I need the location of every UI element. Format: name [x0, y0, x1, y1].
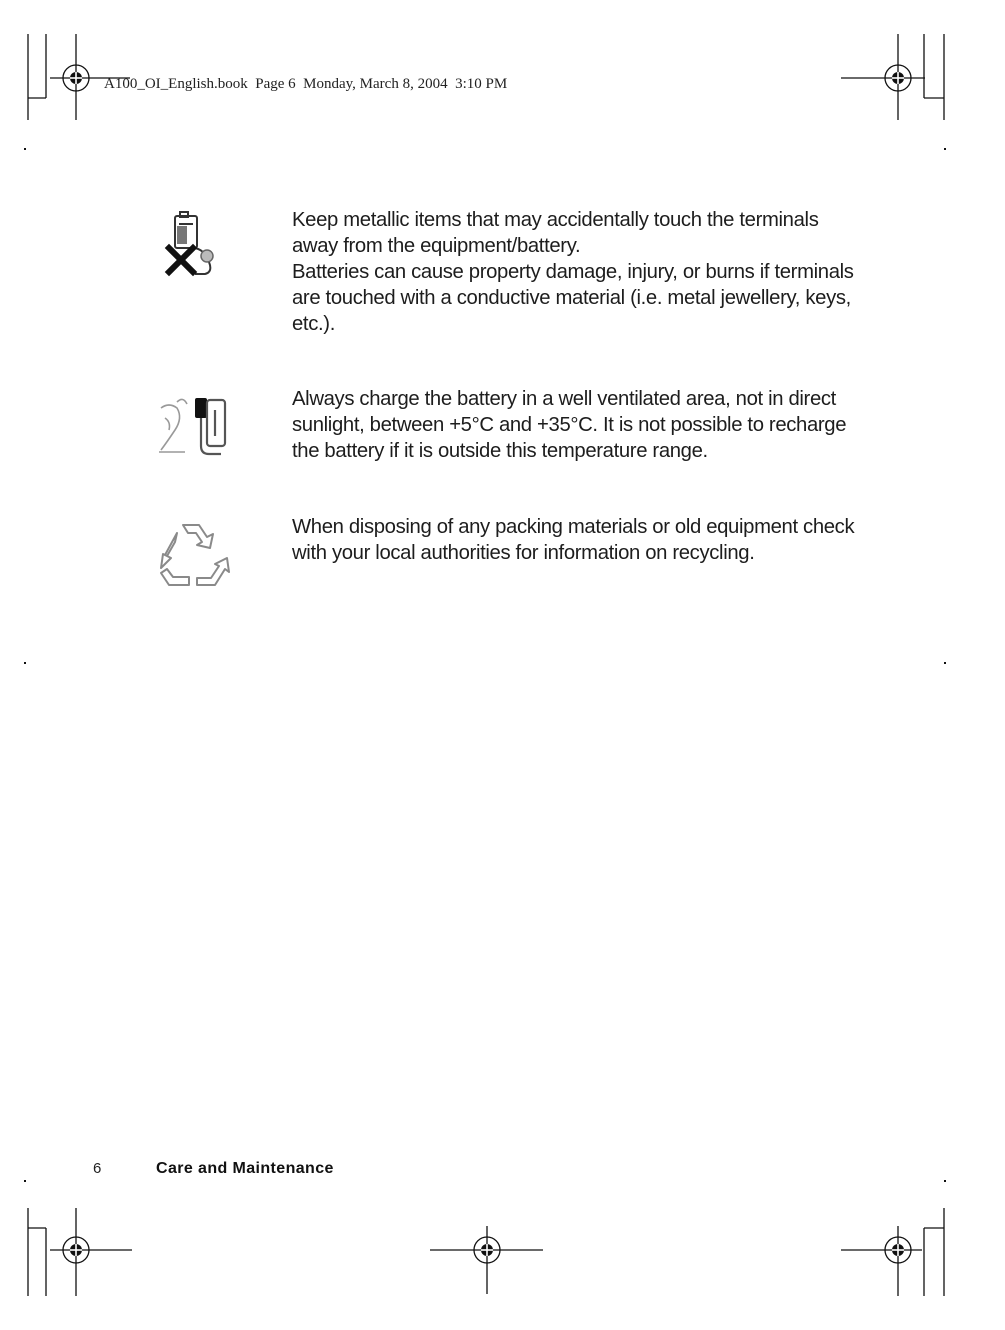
battery-no-metal-icon [155, 208, 235, 288]
recycling-instructions [292, 514, 862, 566]
metal-items-warning [292, 207, 862, 337]
page-number: 6 [93, 1160, 102, 1177]
paragraph-line: When disposing of any packing materials or old equipment check with your local authorities for information on recycling. [292, 516, 855, 564]
battery-charger-icon [155, 388, 235, 468]
paragraph-line: Keep metallic items that may accidentally touch the terminals away from the equipment/battery. [292, 209, 819, 257]
book-header-info: A100_OI_English.book Page 6 Monday, March 8, 2004 3:10 PM [104, 76, 508, 92]
recycle-icon [153, 515, 233, 595]
paragraph-line: Batteries can cause property damage, injury, or burns if terminals are touched with a conductive material (i.e. metal jewellery, keys, etc.). [292, 261, 854, 335]
section-title: Care and Maintenance [156, 1160, 334, 1177]
paragraph-line: Always charge the battery in a well ventilated area, not in direct sunlight, between +5°C and +35°C. It is not possible to recharge the battery if it is outside this temperature range. [292, 388, 847, 462]
charging-instructions [292, 386, 862, 464]
